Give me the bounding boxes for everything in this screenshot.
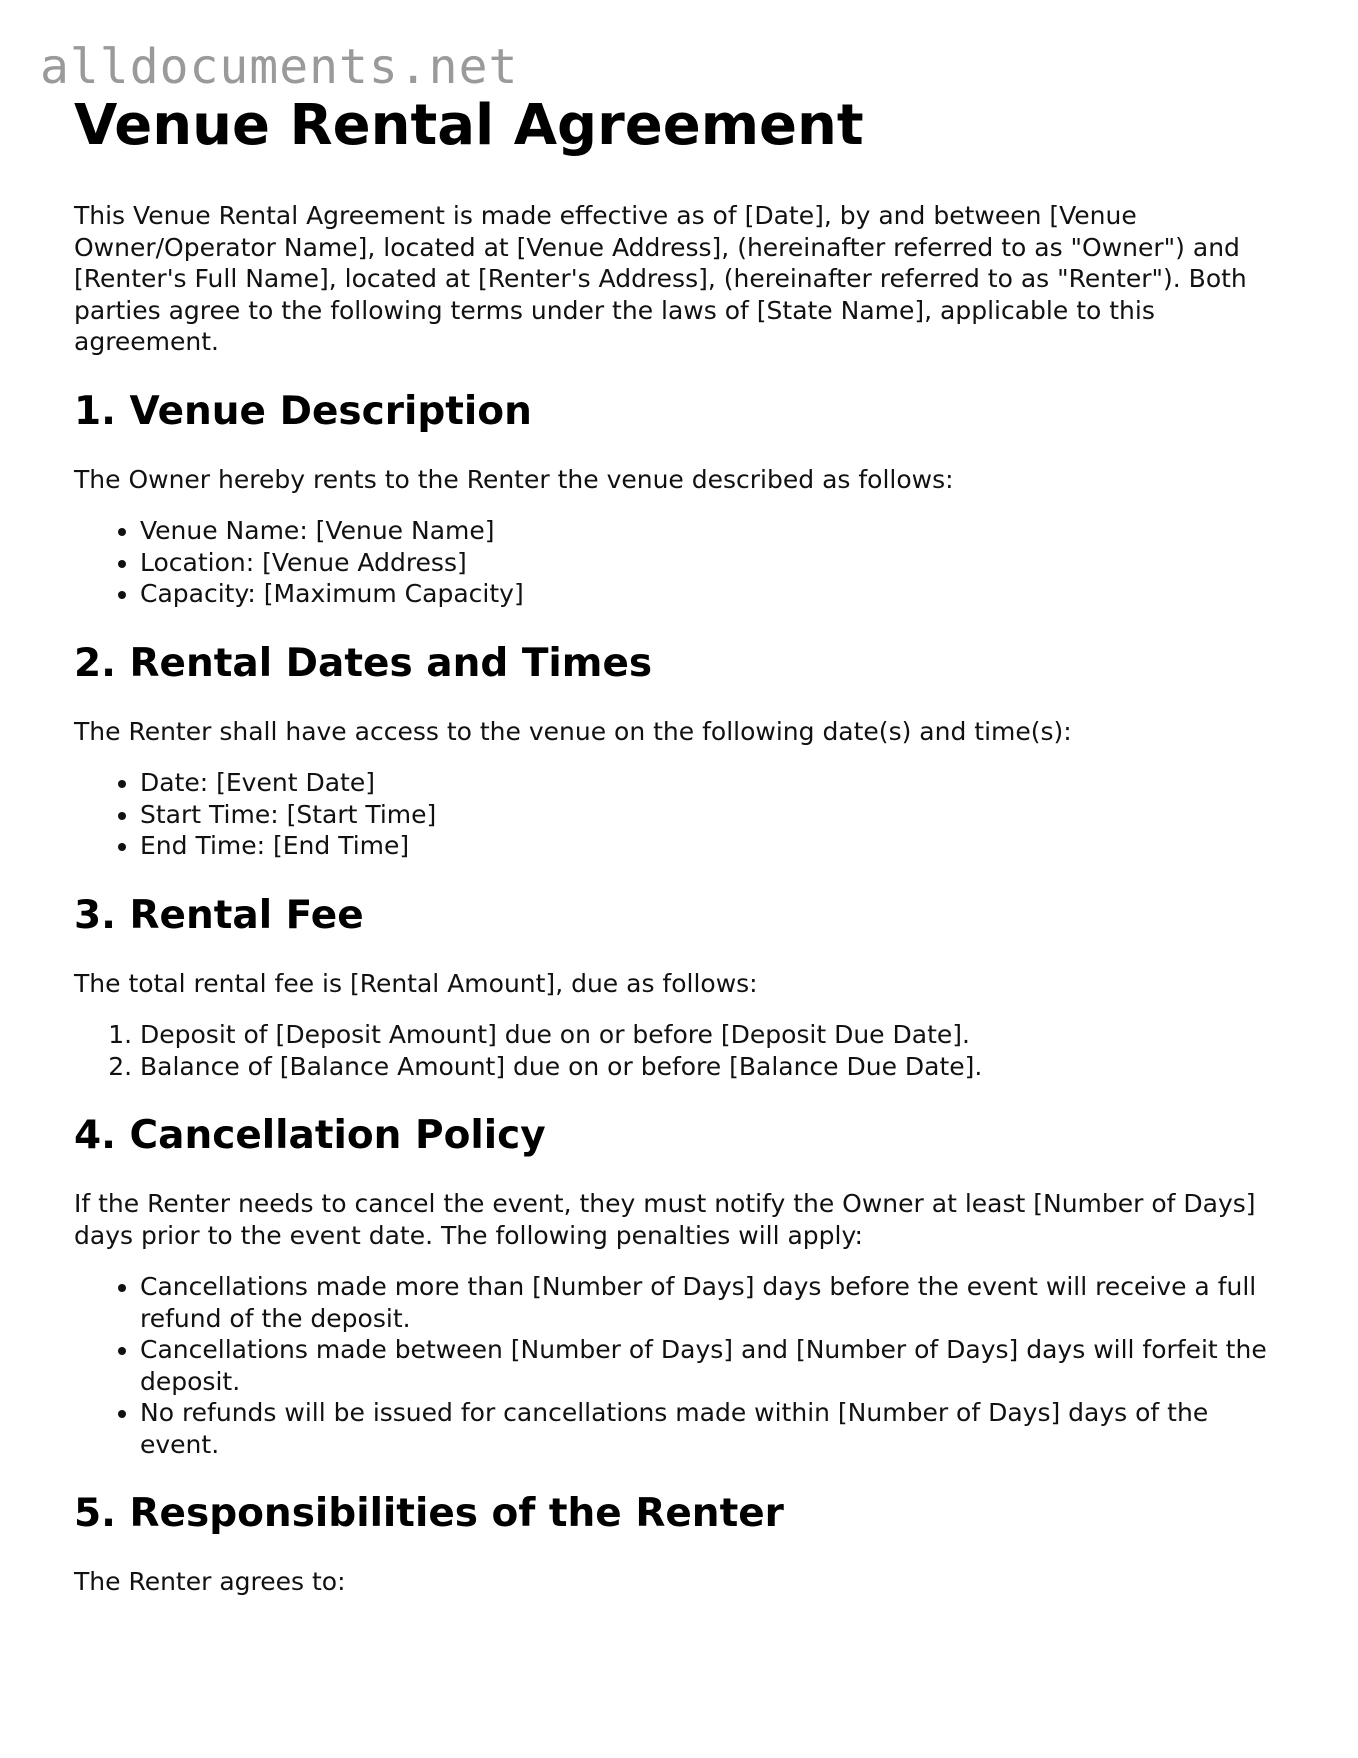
- intro-paragraph: This Venue Rental Agreement is made effective as of [Date], by and between [Venue Owner/Operator Name], located at [Venue Address], (hereinafter referred to as "Owner") and [Renter's Full Name], located at [Renter's Address], (hereinafter referred to as "Renter"). Both parties agree to the following terms under the laws of [State Name], applicable to this agreement.: [74, 201, 1247, 356]
- list-item: • Cancellations made more than [Number of Days] days before the event will receive a full refund of the deposit.: [140, 1271, 1294, 1334]
- dates-times-list: [74, 767, 1294, 862]
- cancellation-penalties-list: [74, 1271, 1294, 1460]
- section-venue-description: [74, 388, 1294, 610]
- section-text: The Renter shall have access to the venue on the following date(s) and time(s):: [74, 716, 1072, 746]
- list-item: 1. Deposit of [Deposit Amount] due on or before [Deposit Due Date].: [140, 1019, 1294, 1051]
- list-item: • Venue Name: [Venue Name]: [140, 515, 1294, 547]
- list-item: • Cancellations made between [Number of Days] and [Number of Days] days will forfeit the deposit.: [140, 1334, 1294, 1397]
- list-item: 2. Balance of [Balance Amount] due on or before [Balance Due Date].: [140, 1051, 1294, 1083]
- watermark: alldocuments.net: [40, 39, 519, 95]
- list-item: • Start Time: [Start Time]: [140, 799, 1294, 831]
- section-heading: 5. Responsibilities of the Renter: [74, 1491, 784, 1536]
- document-page: [74, 92, 1294, 1598]
- section-heading: 2. Rental Dates and Times: [74, 640, 653, 686]
- list-item: • No refunds will be issued for cancellations made within [Number of Days] days of the event.: [140, 1397, 1294, 1460]
- list-item: • Date: [Event Date]: [140, 767, 1294, 799]
- section-heading: 1. Venue Description: [74, 388, 532, 434]
- list-item: • Location: [Venue Address]: [140, 547, 1294, 579]
- list-item: • End Time: [End Time]: [140, 830, 1294, 862]
- list-item: • Capacity: [Maximum Capacity]: [140, 578, 1294, 610]
- section-text: If the Renter needs to cancel the event, they must notify the Owner at least [Number of Days] days prior to the event date. The following penalties will apply:: [74, 1189, 1256, 1250]
- section-renter-responsibilities: [74, 1490, 1294, 1598]
- section-cancellation-policy: [74, 1112, 1294, 1460]
- payment-schedule-list: [74, 1019, 1294, 1082]
- section-heading: 3. Rental Fee: [74, 892, 364, 938]
- section-text: The total rental fee is [Rental Amount], due as follows:: [74, 968, 758, 998]
- section-heading: 4. Cancellation Policy: [74, 1113, 546, 1158]
- section-text: The Owner hereby rents to the Renter the venue described as follows:: [74, 464, 954, 494]
- section-rental-dates: [74, 640, 1294, 862]
- document-title: Venue Rental Agreement: [74, 93, 864, 158]
- section-rental-fee: [74, 892, 1294, 1083]
- section-text: The Renter agrees to:: [74, 1567, 346, 1596]
- venue-details-list: [74, 515, 1294, 610]
